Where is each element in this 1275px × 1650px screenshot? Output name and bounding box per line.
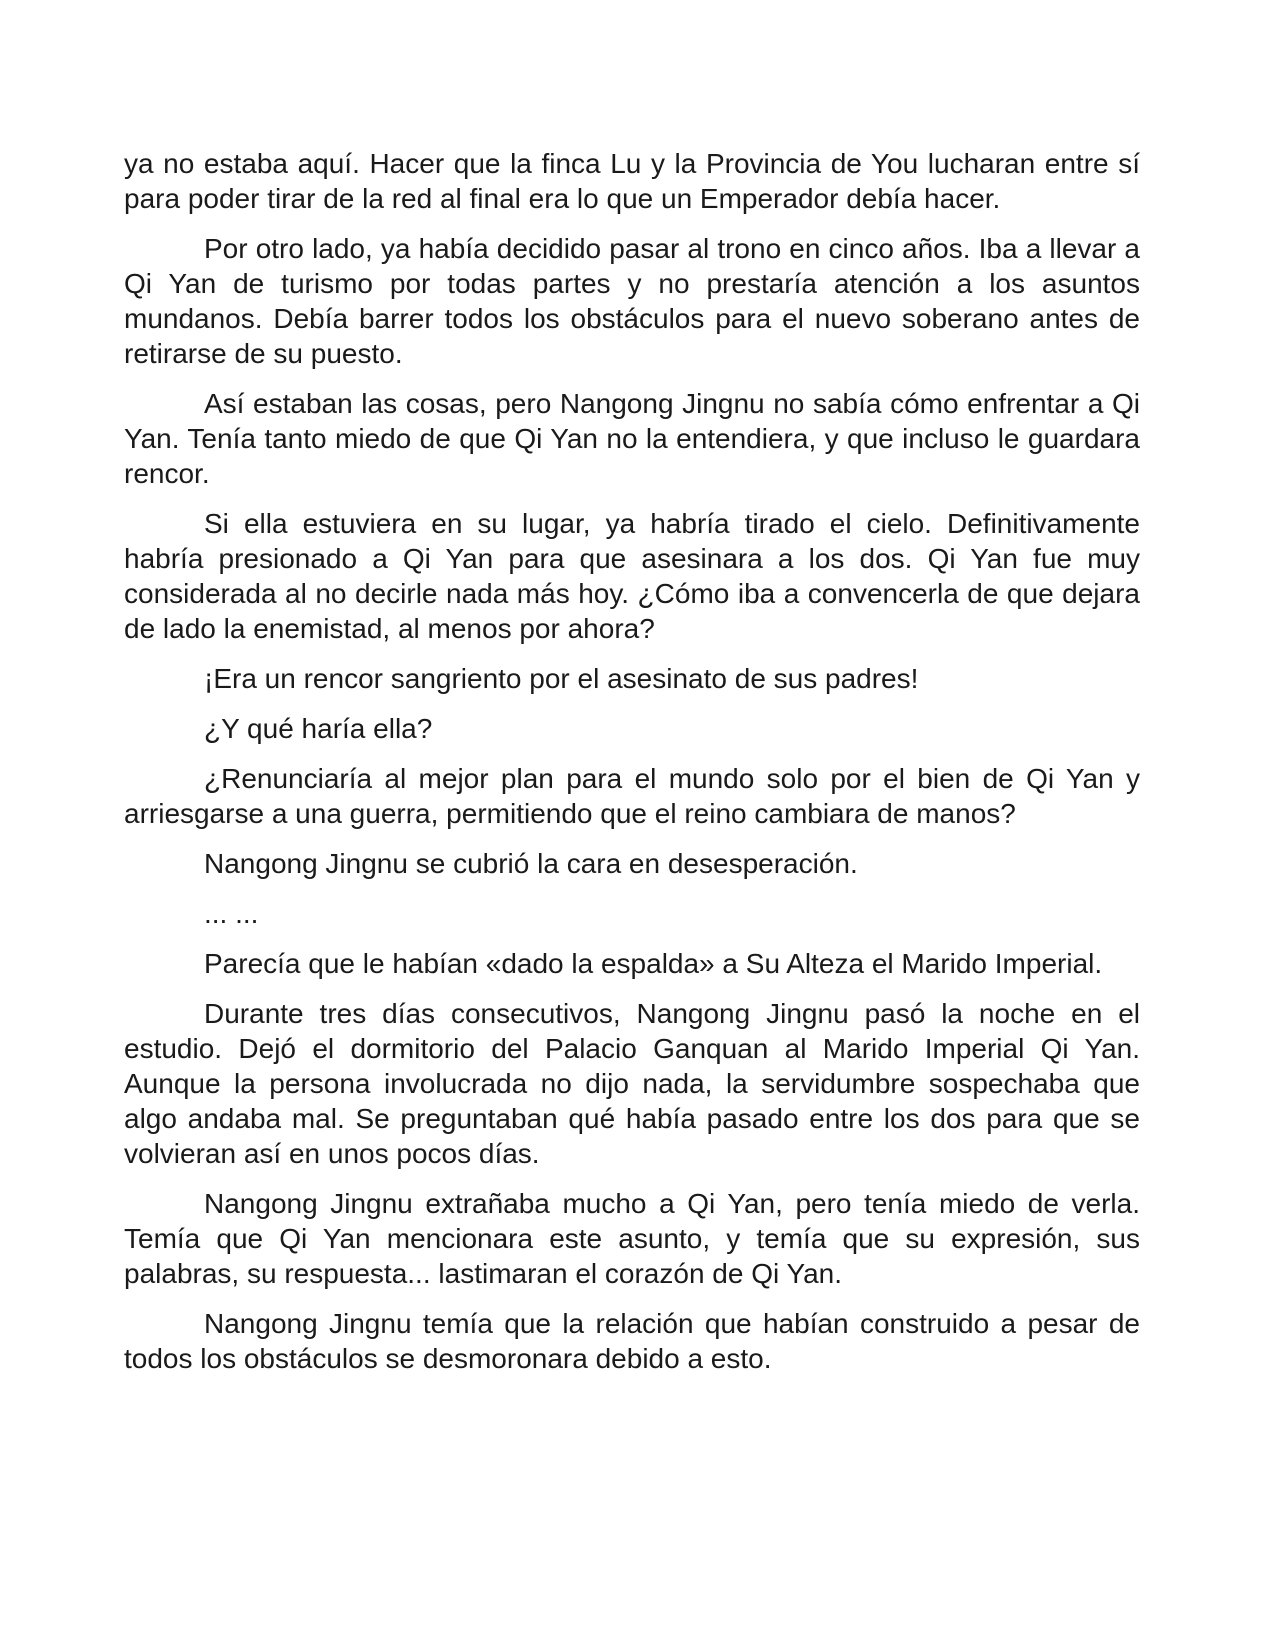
paragraph: Nangong Jingnu temía que la relación que habían construido a pesar de todos los obstáculos se desmoronara debido a esto. <box>124 1308 1140 1374</box>
paragraph: Si ella estuviera en su lugar, ya habría tirado el cielo. Definitivamente habría presionado a Qi Yan para que asesinara a los dos. Qi Yan fue muy considerada al no decirle nada más hoy. ¿Cómo iba a convencerla de que dejara de lado la enemistad, al menos por ahora? <box>124 508 1140 644</box>
paragraph: Parecía que le habían «dado la espalda» a Su Alteza el Marido Imperial. <box>204 948 1103 979</box>
paragraph: ¿Y qué haría ella? <box>204 713 433 744</box>
paragraph: Nangong Jingnu se cubrió la cara en desesperación. <box>204 848 858 879</box>
scene-break: ... ... <box>204 898 259 929</box>
document-body <box>124 146 1140 1391</box>
paragraph: Por otro lado, ya había decidido pasar al trono en cinco años. Iba a llevar a Qi Yan de turismo por todas partes y no prestaría atención a los asuntos mundanos. Debía barrer todos los obstáculos para el nuevo soberano antes de retirarse de su puesto. <box>124 233 1140 369</box>
paragraph: ¿Renunciaría al mejor plan para el mundo solo por el bien de Qi Yan y arriesgarse a una guerra, permitiendo que el reino cambiara de manos? <box>124 763 1140 829</box>
paragraph: ya no estaba aquí. Hacer que la finca Lu y la Provincia de You lucharan entre sí para poder tirar de la red al final era lo que un Emperador debía hacer. <box>124 148 1140 214</box>
paragraph: Nangong Jingnu extrañaba mucho a Qi Yan, pero tenía miedo de verla. Temía que Qi Yan mencionara este asunto, y temía que su expresión, sus palabras, su respuesta... lastimaran el corazón de Qi Yan. <box>124 1188 1140 1289</box>
paragraph: Así estaban las cosas, pero Nangong Jingnu no sabía cómo enfrentar a Qi Yan. Tenía tanto miedo de que Qi Yan no la entendiera, y que incluso le guardara rencor. <box>124 388 1140 489</box>
paragraph: Durante tres días consecutivos, Nangong Jingnu pasó la noche en el estudio. Dejó el dormitorio del Palacio Ganquan al Marido Imperial Qi Yan. Aunque la persona involucrada no dijo nada, la servidumbre sospechaba que algo andaba mal. Se preguntaban qué había pasado entre los dos para que se volvieran así en unos pocos días. <box>124 998 1140 1169</box>
paragraph: ¡Era un rencor sangriento por el asesinato de sus padres! <box>204 663 919 694</box>
